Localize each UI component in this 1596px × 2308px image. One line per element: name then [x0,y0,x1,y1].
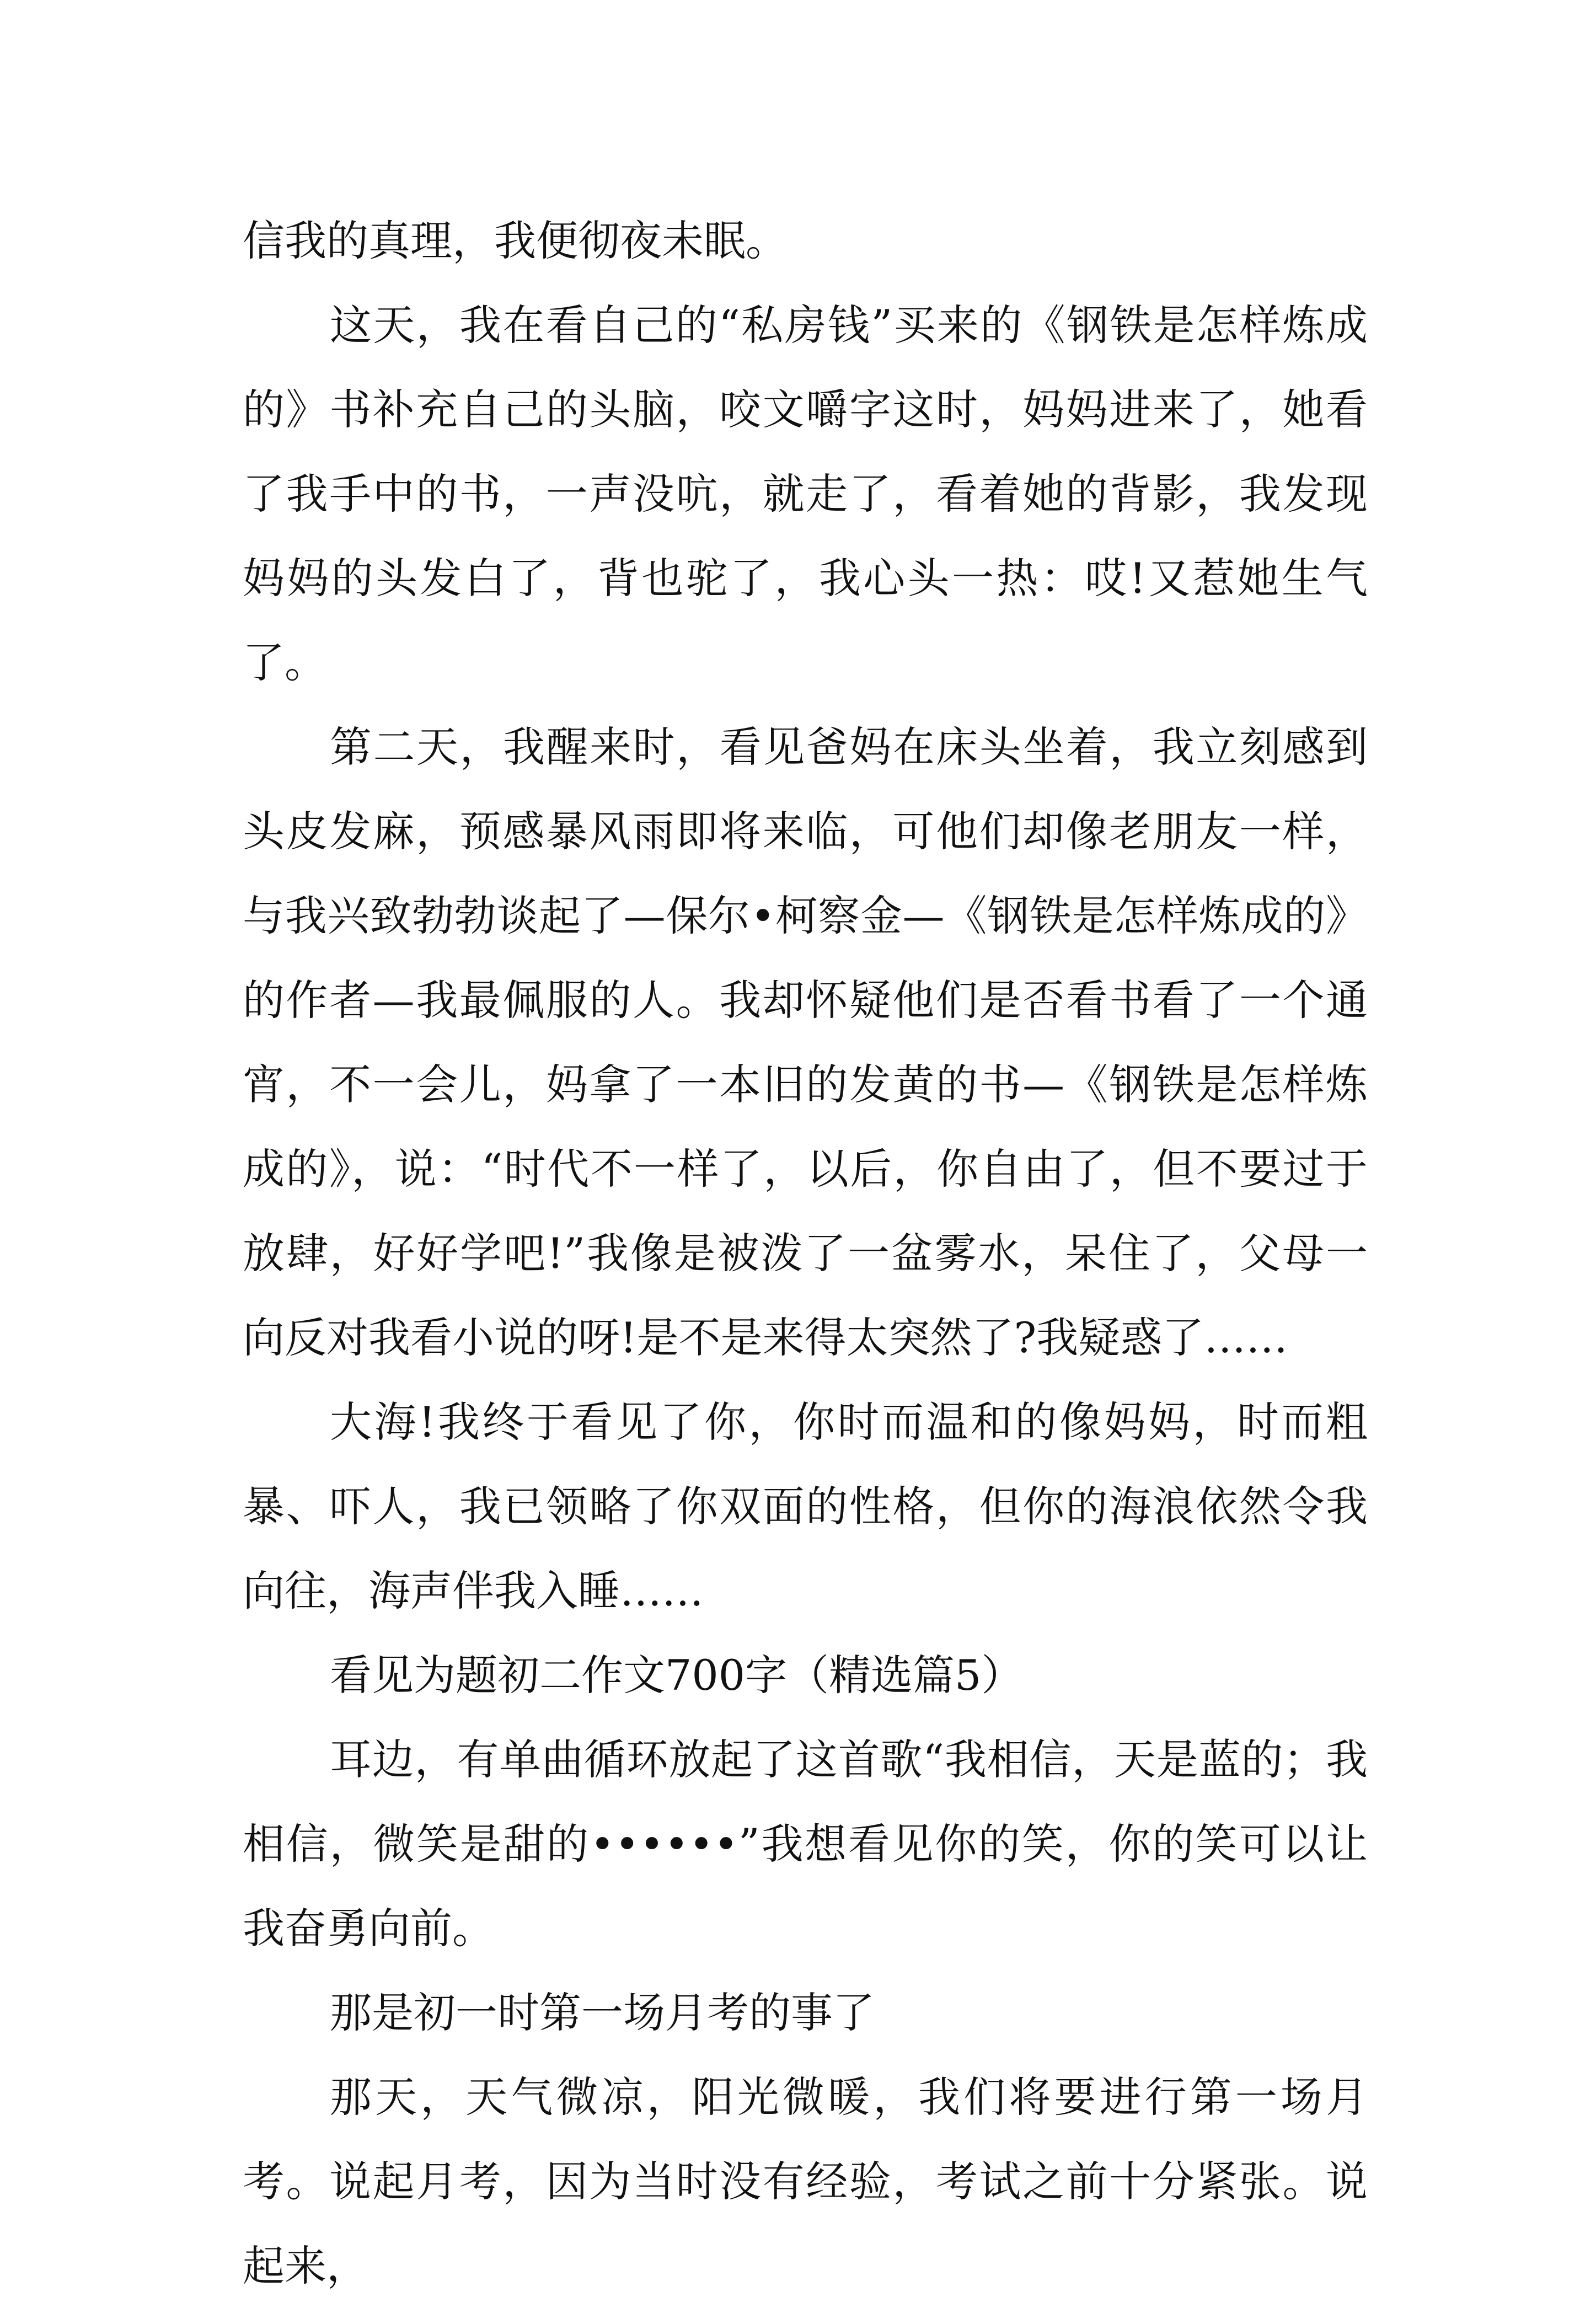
section-heading: 看见为题初二作文700字（精选篇5） [330,1651,1024,1700]
paragraph: 那是初一时第一场月考的事了 [330,1988,875,2037]
paragraph: 耳边，有单曲循环放起了这首歌“我相信，天是蓝的；我相信，微笑是甜的••••••”我想看见你的笑，你的笑可以让我奋勇向前。 [243,1735,1368,1953]
paragraph: 这天，我在看自己的“私房钱”买来的《钢铁是怎样炼成的》书补充自己的头脑，咬文嚼字这时，妈妈进来了，她看了我手中的书，一声没吭，就走了，看着她的背影，我发现妈妈的头发白了，背也驼了，我心头一热：哎!又惹她生气了。 [243,301,1368,687]
paragraph: 信我的真理，我便彻夜未眠。 [243,216,788,265]
document-page [243,199,1368,2308]
paragraph: 大海!我终于看见了你，你时而温和的像妈妈，时而粗暴、吓人，我已领略了你双面的性格，但你的海浪依然令我向往，海声伴我入睡…… [243,1397,1368,1615]
paragraph: 第二天，我醒来时，看见爸妈在床头坐着，我立刻感到头皮发麻，预感暴风雨即将来临，可他们却像老朋友一样，与我兴致勃勃谈起了—保尔•柯察金—《钢铁是怎样炼成的》的作者—我最佩服的人。我却怀疑他们是否看书看了一个通宵，不一会儿，妈拿了一本旧的发黄的书—《钢铁是怎样炼成的》，说：“时代不一样了，以后，你自由了，但不要过于放肆，好好学吧!”我像是被泼了一盆雾水，呆住了，父母一向反对我看小说的呀!是不是来得太突然了?我疑惑了…… [243,722,1368,1362]
paragraph: 那天，天气微凉，阳光微暖，我们将要进行第一场月考。说起月考，因为当时没有经验，考试之前十分紧张。说起来， [243,2073,1368,2290]
